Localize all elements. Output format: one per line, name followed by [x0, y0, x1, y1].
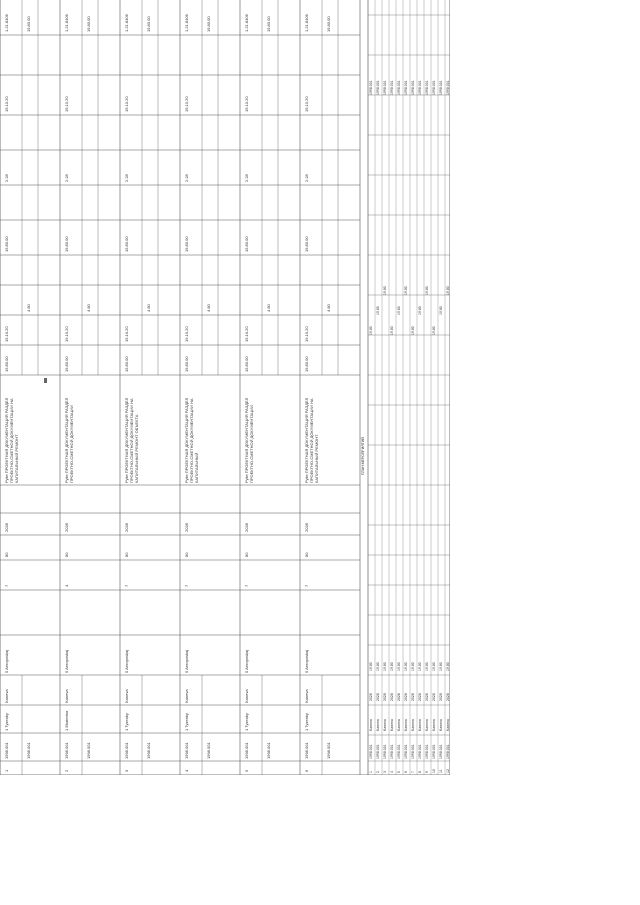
subtable-value: 19.80 — [432, 326, 436, 335]
subtable-value: 19.80 — [446, 286, 450, 295]
row-description: Pylie ПРОЕКТНАЯ ДОКУМЕНТАЦИЯ РАЗДЕЛ ПРОЕКТНО-СМЕТНОЙ ДОКУМЕНТАЦИИ — [64, 397, 74, 483]
subtable-value: 19.80 — [390, 326, 394, 335]
subtable-cell: 19.80 — [446, 662, 450, 671]
row-number: 5 — [244, 769, 249, 772]
row-q: 2028 — [304, 523, 309, 532]
row-name: 1 Tyzenky — [244, 713, 249, 731]
row-number: 6 — [304, 769, 309, 772]
row-city: Kaneva — [304, 689, 309, 703]
row-number: 3 — [124, 769, 129, 772]
row-name: 1 Ekaterina — [64, 710, 69, 731]
subtable-cell: Kaneva — [418, 719, 422, 731]
subtable-value: 19.80 — [418, 306, 422, 315]
row-v1b: 19.80.00 — [184, 236, 189, 252]
subtable-value: 19.80 — [404, 286, 408, 295]
row-type: 5 Aeroposkaj — [124, 649, 129, 673]
row-n2: 80 — [64, 552, 69, 557]
subtable-cell: 1998.001 — [383, 744, 387, 759]
row-v1c: 19.80.00 — [206, 16, 211, 32]
row-v4: 2.28 — [304, 174, 309, 182]
row-v1: 19.80.00 — [304, 356, 309, 372]
row-v4: 2.28 — [4, 174, 9, 182]
subtable-code: 1998.001 — [425, 80, 429, 95]
row-code: 1998.001 — [4, 742, 9, 759]
row-v1: 19.80.00 — [244, 356, 249, 372]
subtable-cell: 2028 — [390, 693, 394, 701]
row-city: Kaneva — [64, 689, 69, 703]
row-q: 2028 — [244, 523, 249, 532]
row-type: 5 Aeroposkaj — [64, 649, 69, 673]
row-v2: 19.10.20 — [184, 326, 189, 342]
row-code: 1998.001 — [64, 742, 69, 759]
subtable-cell: 19.80 — [425, 662, 429, 671]
row-n2: 80 — [244, 552, 249, 557]
row-description: Pylie ПРОЕКТНАЯ ДОКУМЕНТАЦИЯ РАЗДЕЛ ПРОЕКТНО-СМЕТНОЙ ДОКУМЕНТАЦИИ — [244, 397, 254, 483]
row-v5: 1.21.8406 — [124, 14, 129, 32]
subtable-cell: Kaneva — [397, 719, 401, 731]
subtable-cell: Kaneva — [383, 719, 387, 731]
subtable-cell: 19.80 — [369, 662, 373, 671]
row-description: Pylie ПРОЕКТНАЯ ДОКУМЕНТАЦИЯ РАЗДЕЛ ПРОЕКТНО-СМЕТНОЙ ДОКУМЕНТАЦИИ НА КАПИТАЛЬНЫЙ РЕМОНТ — [304, 397, 319, 483]
row-q: 2028 — [184, 523, 189, 532]
row-v2: 19.10.20 — [244, 326, 249, 342]
subtable-value: 19.80 — [376, 306, 380, 315]
subtable-code: 1998.001 — [439, 80, 443, 95]
row-v3: 4 80 — [146, 304, 151, 312]
row-code-sub: 1998.001 — [266, 742, 271, 759]
row-n2: 80 — [304, 552, 309, 557]
row-v2b: 19.10.20 — [4, 96, 9, 112]
subtable-value: 19.80 — [439, 306, 443, 315]
subtable-cell: 9 — [425, 771, 429, 773]
row-name: 1 Tyzenky — [4, 713, 9, 731]
subtable-value: 19.80 — [425, 286, 429, 295]
subtable-cell: 1998.001 — [390, 744, 394, 759]
row-city: Kaneva — [184, 689, 189, 703]
row-code: 1998.001 — [124, 742, 129, 759]
subtable-cell: 12 — [446, 769, 450, 773]
row-v1: 19.80.00 — [4, 356, 9, 372]
row-city: Kaneva — [244, 689, 249, 703]
subtable-cell: Kaneva — [404, 719, 408, 731]
row-code: 1998.001 — [304, 742, 309, 759]
subtable-value: 19.80 — [397, 306, 401, 315]
row-n1: 7 — [124, 584, 129, 587]
row-name: 1 Tyzenky — [304, 713, 309, 731]
subtable-cell: 2028 — [397, 693, 401, 701]
subtable-cell: 2028 — [432, 693, 436, 701]
row-type: 5 Aeroposkaj — [184, 649, 189, 673]
row-v1c: 19.80.00 — [266, 16, 271, 32]
row-v5: 1.21.8406 — [4, 14, 9, 32]
subtable-cell: 1998.001 — [397, 744, 401, 759]
row-v4: 2.28 — [244, 174, 249, 182]
row-q: 2028 — [64, 523, 69, 532]
subtable-cell: 1998.001 — [411, 744, 415, 759]
row-code-sub: 1998.001 — [146, 742, 151, 759]
subtable-cell: 2028 — [404, 693, 408, 701]
subtable-code: 1998.001 — [376, 80, 380, 95]
subtable-title: ПЛАН МЕРОПРИЯТИЙ — [361, 437, 365, 475]
subtable-code: 1998.001 — [404, 80, 408, 95]
row-v3: 4 80 — [326, 304, 331, 312]
row-v1b: 19.80.00 — [124, 236, 129, 252]
subtable-cell: Kaneva — [369, 719, 373, 731]
row-v1b: 19.80.00 — [4, 236, 9, 252]
row-n1: 7 — [184, 584, 189, 587]
row-n1: 7 — [304, 584, 309, 587]
row-v1: 19.80.00 — [64, 356, 69, 372]
row-v1b: 19.80.00 — [64, 236, 69, 252]
row-v2b: 19.10.20 — [184, 96, 189, 112]
subtable-code: 1998.001 — [383, 80, 387, 95]
row-code-sub: 1998.001 — [206, 742, 211, 759]
row-v5: 1.21.8406 — [304, 14, 309, 32]
subtable-cell: 19.80 — [418, 662, 422, 671]
subtable-cell: 19.80 — [397, 662, 401, 671]
subtable-cell: 2028 — [418, 693, 422, 701]
row-v4: 2.28 — [64, 174, 69, 182]
row-v1: 19.80.00 — [184, 356, 189, 372]
row-v2: 19.10.20 — [124, 326, 129, 342]
row-number: 1 — [4, 769, 9, 772]
row-n1: 4 — [64, 584, 69, 587]
row-v2: 19.10.20 — [4, 326, 9, 342]
row-type: 5 Aeroposkaj — [244, 649, 249, 673]
row-n2: 80 — [124, 552, 129, 557]
row-city: Kaneva — [4, 689, 9, 703]
row-v3: 4 80 — [26, 304, 31, 312]
subtable-cell: 19.80 — [404, 662, 408, 671]
subtable-cell: 1998.001 — [446, 744, 450, 759]
subtable-cell: 1998.001 — [418, 744, 422, 759]
row-v3: 4 80 — [206, 304, 211, 312]
subtable-cell: 1998.001 — [404, 744, 408, 759]
subtable-code: 1998.001 — [369, 80, 373, 95]
subtable-cell: 2028 — [383, 693, 387, 701]
subtable-cell: 2028 — [369, 693, 373, 701]
subtable-code: 1998.001 — [418, 80, 422, 95]
row-v4: 2.28 — [184, 174, 189, 182]
row-q: 2028 — [124, 523, 129, 532]
row-v1c: 19.80.00 — [326, 16, 331, 32]
row-v1c: 19.80.00 — [146, 16, 151, 32]
subtable-cell: 19.80 — [432, 662, 436, 671]
subtable-cell: 19.80 — [411, 662, 415, 671]
subtable-cell: 7 — [411, 771, 415, 773]
row-description: Pylie ПРОЕКТНАЯ ДОКУМЕНТАЦИЯ РАЗДЕЛ ПРОЕКТНО-СМЕТНОЙ ДОКУМЕНТАЦИИ НА КАПИТАЛЬНЫЙ РЕМОНТ — [4, 397, 19, 483]
subtable-cell: 6 — [404, 771, 408, 773]
row-n2: 80 — [4, 552, 9, 557]
subtable-cell: Kaneva — [432, 719, 436, 731]
subtable-cell: 1998.001 — [432, 744, 436, 759]
row-number: 2 — [64, 769, 69, 772]
row-description: Pylie ПРОЕКТНАЯ ДОКУМЕНТАЦИЯ РАЗДЕЛ ПРОЕКТНО-СМЕТНОЙ ДОКУМЕНТАЦИИ НА КАПИТАЛЬНЫЙ РЕМОНТ ОБЪЕКТА — [124, 397, 139, 483]
subtable-cell: 1998.001 — [376, 744, 380, 759]
row-v5: 1.21.8406 — [184, 14, 189, 32]
row-v2b: 19.10.20 — [64, 96, 69, 112]
row-code: 1998.001 — [184, 742, 189, 759]
row-v2b: 19.10.20 — [304, 96, 309, 112]
row-v2: 19.10.20 — [64, 326, 69, 342]
subtable-cell: Kaneva — [376, 719, 380, 731]
row-name: 1 Tyzenky — [124, 713, 129, 731]
row-name: 1 Tyzenky — [184, 713, 189, 731]
row-v2b: 19.10.20 — [124, 96, 129, 112]
row-v3: 4 80 — [266, 304, 271, 312]
row-q: 2028 — [4, 523, 9, 532]
subtable-cell: 1998.001 — [439, 744, 443, 759]
row-n2: 80 — [184, 552, 189, 557]
subtable-cell: 1 — [369, 771, 373, 773]
row-v1: 19.80.00 — [124, 356, 129, 372]
row-v2: 19.10.20 — [304, 326, 309, 342]
row-type: 5 Aeroposkaj — [304, 649, 309, 673]
subtable-code: 1998.001 — [411, 80, 415, 95]
subtable-code: 1998.001 — [390, 80, 394, 95]
row-v5: 1.21.8406 — [244, 14, 249, 32]
subtable-cell: Kaneva — [446, 719, 450, 731]
row-v3: 4 80 — [86, 304, 91, 312]
subtable-cell: 19.80 — [439, 662, 443, 671]
subtable-cell: 11 — [439, 769, 443, 773]
subtable-cell: 2028 — [425, 693, 429, 701]
row-v4: 2.28 — [124, 174, 129, 182]
row-n1: 7 — [4, 584, 9, 587]
row-code: 1998.001 — [244, 742, 249, 759]
row-code-sub: 1998.001 — [326, 742, 331, 759]
subtable-code: 1998.001 — [432, 80, 436, 95]
subtable-cell: Kaneva — [425, 719, 429, 731]
subtable-code: 1998.001 — [446, 80, 450, 95]
subtable-cell: 19.80 — [390, 662, 394, 671]
subtable-cell: 19.80 — [383, 662, 387, 671]
row-v1b: 19.80.00 — [244, 236, 249, 252]
subtable-value: 19.80 — [411, 326, 415, 335]
row-code-sub: 1998.001 — [86, 742, 91, 759]
row-code-sub: 1998.001 — [26, 742, 31, 759]
subtable-cell: Kaneva — [411, 719, 415, 731]
row-type: 5 Aeroposkaj — [4, 649, 9, 673]
subtable-cell: 5 — [397, 771, 401, 773]
row-v2b: 19.10.20 — [244, 96, 249, 112]
subtable-cell: 2028 — [439, 693, 443, 701]
row-v1b: 19.80.00 — [304, 236, 309, 252]
subtable-cell: 1998.001 — [369, 744, 373, 759]
subtable-cell: 10 — [432, 769, 436, 773]
subtable-cell: Kaneva — [439, 719, 443, 731]
row-v1c: 19.80.00 — [26, 16, 31, 32]
row-number: 4 — [184, 769, 189, 772]
subtable-code: 1998.001 — [397, 80, 401, 95]
subtable-cell: 2 — [376, 771, 380, 773]
subtable-value: 19.80 — [369, 326, 373, 335]
subtable-value: 19.80 — [383, 286, 387, 295]
row-description: Pylie ПРОЕКТНАЯ ДОКУМЕНТАЦИЯ РАЗДЕЛ ПРОЕКТНО-СМЕТНОЙ ДОКУМЕНТАЦИИ НА КАПИТАЛЬНЫЙ — [184, 397, 199, 483]
row-v5: 1.21.8406 — [64, 14, 69, 32]
subtable-cell: 3 — [383, 771, 387, 773]
row-v1c: 19.80.00 — [86, 16, 91, 32]
subtable-cell: 2028 — [411, 693, 415, 701]
row-city: Kaneva — [124, 689, 129, 703]
subtable-cell: Kaneva — [390, 719, 394, 731]
subtable-cell: 2028 — [446, 693, 450, 701]
subtable-cell: 8 — [418, 771, 422, 773]
subtable-cell: 4 — [390, 771, 394, 773]
subtable-cell: 2028 — [376, 693, 380, 701]
subtable-cell: 1998.001 — [425, 744, 429, 759]
row-n1: 7 — [244, 584, 249, 587]
subtable-cell: 19.80 — [376, 662, 380, 671]
